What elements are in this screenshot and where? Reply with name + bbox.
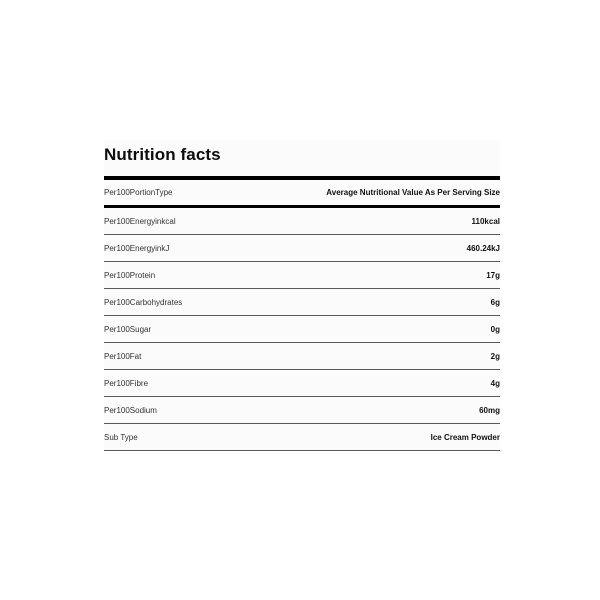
sub-type-row	[104, 424, 500, 451]
nutrient-label: Per100EnergyinkJ	[104, 243, 170, 253]
nutrient-label: Per100Sugar	[104, 324, 152, 334]
nutrient-value: 0g	[490, 324, 500, 334]
sub-type-label: Sub Type	[104, 432, 138, 442]
portion-type-value: Average Nutritional Value As Per Serving Size	[326, 188, 500, 197]
nutrient-value: 2g	[490, 351, 500, 361]
nutrient-value: 4g	[490, 378, 500, 388]
nutrient-row-energy-kj	[104, 235, 500, 262]
nutrient-label: Per100Carbohydrates	[104, 297, 183, 307]
nutrient-row-sugar	[104, 316, 500, 343]
nutrient-row-fibre	[104, 370, 500, 397]
nutrient-label: Per100Fat	[104, 351, 142, 361]
nutrient-value: 17g	[486, 270, 500, 280]
nutrient-label: Per100Fibre	[104, 378, 149, 388]
nutrition-facts-panel	[104, 140, 500, 451]
nutrient-row-sodium	[104, 397, 500, 424]
portion-type-label: Per100PortionType	[104, 188, 173, 197]
nutrient-label: Per100Protein	[104, 270, 156, 280]
nutrient-row-carbohydrates	[104, 289, 500, 316]
nutrient-value: 6g	[490, 297, 500, 307]
nutrient-label: Per100Sodium	[104, 405, 157, 415]
nutrient-row-fat	[104, 343, 500, 370]
nutrient-row-protein	[104, 262, 500, 289]
portion-type-row	[104, 180, 500, 205]
nutrient-value: 60mg	[479, 405, 500, 415]
nutrition-facts-title: Nutrition facts	[104, 145, 221, 164]
sub-type-value: Ice Cream Powder	[430, 432, 500, 442]
nutrient-row-energy-kcal	[104, 208, 500, 235]
nutrient-label: Per100Energyinkcal	[104, 216, 176, 226]
nutrient-value: 460.24kJ	[466, 243, 500, 253]
nutrient-value: 110kcal	[471, 216, 500, 226]
